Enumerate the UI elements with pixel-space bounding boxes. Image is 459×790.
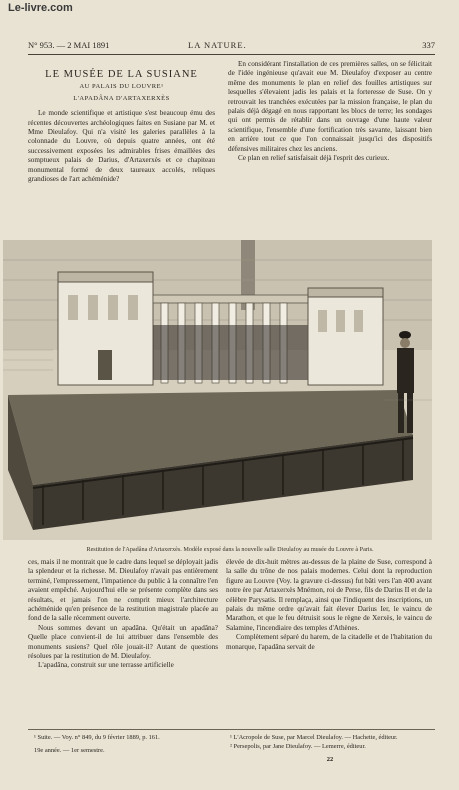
article-section-heading: L'APADÂNA D'ARTAXERXÈS xyxy=(73,94,170,102)
paragraph: ces, mais il ne montrait que le cadre dans lequel se déployait jadis la splendeur et la richesse. M. Dieulafoy n'avait pas entièrement terminé, l'empressement, l'impatience du public à la connaître l'en avaient empêché. Aujourd'hui elle se présente complète dans ses résultats, et jamais l'on ne comprit mieux l'architecture achéménide qu'en présence de la restitution magistrale placée au fond de la salle récemment ouverte. xyxy=(28,558,218,623)
footnotes-right xyxy=(230,733,430,764)
apadana-illustration xyxy=(3,240,432,540)
article-column-bottom-left xyxy=(28,558,218,671)
paragraph: En considérant l'installation de ces premières salles, on se félicitait de l'idée ingénieuse qu'avait eue M. Dieulafoy d'exposer au centre même des monuments le plan en relief des fouilles artistiques sur lesquelles s'élevaient jadis les palais et la forteresse de Suse. On y retrouvait les tranchées exécutées par la mission française, le plan du palais déjà dégagé en nous rapportant les blocs de terre; les sondages qui ont permis de rétablir dans un ouvrage d'une haute valeur scientifique, l'ensemble d'une fortification très savante, laissant bien en arrière tout ce que l'on connaissait jusqu'ici des dispositifs défensives militaires chez les anciens. xyxy=(228,60,432,153)
article-title: LE MUSÉE DE LA SUSIANE xyxy=(45,69,198,80)
article-column-bottom-right xyxy=(226,558,432,652)
journal-title: LA NATURE. xyxy=(188,40,247,50)
footnote: ¹ Suite. — Voy. n° 849, du 9 février 1889, p. 161. xyxy=(34,734,160,741)
footnotes-left xyxy=(34,733,214,755)
footnote: ² Persepolis, par Jane Dieulafoy. — Lemerre, éditeur. xyxy=(230,743,366,750)
issue-number: N° 953. — 2 MAI 1891 xyxy=(28,40,110,50)
apadana-engraving xyxy=(3,240,432,540)
article-column-right xyxy=(228,60,432,163)
footnote: ¹ L'Acropole de Suse, par Marcel Dieulafoy. — Hachette, éditeur. xyxy=(230,734,398,741)
article-subtitle: AU PALAIS DU LOUVRE¹ xyxy=(79,83,164,91)
semester-note: 19e année. — 1er semestre. xyxy=(34,747,105,754)
article-column-left xyxy=(28,60,215,184)
page-number: 337 xyxy=(422,40,435,50)
figure-caption: Restitution de l'Apadâna d'Artaxerxès. Modèle exposé dans la nouvelle salle Dieulafoy au musée du Louvre à Paris. xyxy=(86,546,374,553)
paragraph: élevée de dix-huit mètres au-dessus de la plaine de Suse, correspond à la salle du trône de nos palais modernes. Celui dont la reproduction figure au Louvre (Voy. la gravure ci-dessus) fut bâti vers l'an 400 avant notre ère par Artaxerxès Mnémon, roi de Perse, fils de Darius II et de la célèbre Parysatis. Il remplaça, ainsi que l'indiquent des inscriptions, un palais du même ordre qu'avait fait élever Darius Ier, le vaincu de Marathon, et que le feu détruisit sous le règne de Xerxès, le vaincu de Salamine, l'incendiaire des temples d'Athènes. xyxy=(226,558,432,632)
page-header xyxy=(28,40,435,55)
footnote-divider xyxy=(28,729,435,730)
signature-marker: 22 xyxy=(326,756,334,763)
paragraph: Ce plan en relief satisfaisait déjà l'esprit des curieux. xyxy=(238,154,390,163)
paragraph: L'apadâna, construit sur une terrasse artificielle xyxy=(38,661,174,670)
paragraph: Nous sommes devant un apadâna. Qu'était un apadâna? Quelle place convient-il de lui attribuer dans l'ensemble des monuments susiens? Quel rôle jouait-il? Autant de questions résolues par la restitution de M. Dieulafoy. xyxy=(28,623,218,661)
site-watermark: Le-livre.com xyxy=(8,2,73,14)
intro-paragraph: Le monde scientifique et artistique s'est beaucoup ému des récentes découvertes archéologiques faites en Susiane par M. et Mme Dieulafoy. Qui n'a visité les galeries parallèles à la colonnade du Louvre, où depuis quatre années, ont été successivement exposées les admirables frises émaillées des somptueux palais de Darius, d'Artaxerxès et ce chapiteau monumental formé de deux taureaux accolés, reliques grandioses de l'art achéménide? xyxy=(28,109,215,184)
paragraph: Complètement séparé du harem, de la citadelle et de l'habitation du monarque, l'apadâna servait de xyxy=(226,633,432,651)
